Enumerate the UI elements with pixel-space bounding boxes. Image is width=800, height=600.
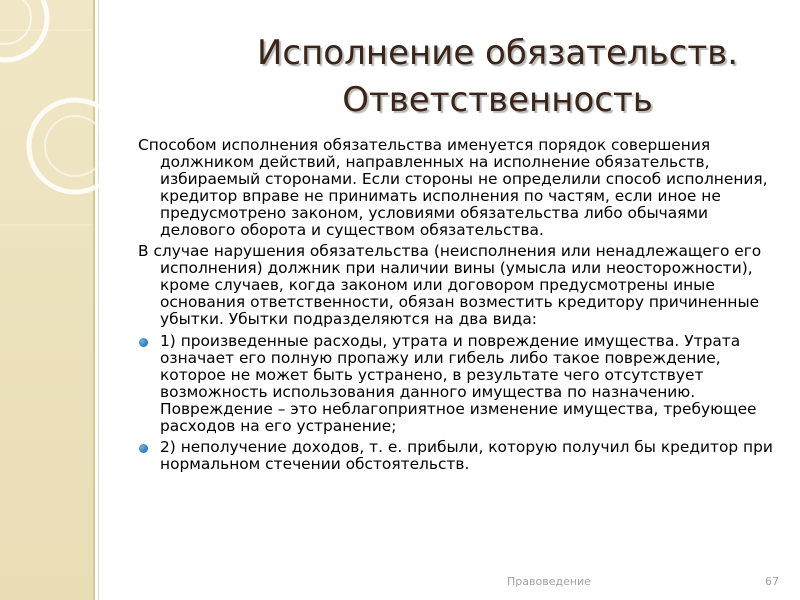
slide-body — [138, 137, 788, 478]
paragraph-execution-method: Способом исполнения обязательства именуется порядок совершения должником действий, направленных на исполнение обязательств, избираемый сторонами. Если стороны не определили способ исполнения, кредитор вправе не принимать исполнения по частям, если иное не предусмотрено законом, условиями обязательства либо обычаями делового оборота и существом обязательства. — [138, 136, 768, 239]
slide-number: 67 — [765, 575, 779, 588]
bullet-icon — [139, 444, 148, 453]
bullet-text-expenses: 1) произведенные расходы, утрата и повреждение имущества. Утрата означает его полную пропажу или гибель либо такое повреждение, которое не может быть устранено, в результате чего отсутствует возможность использования данного имущества по назначению. Повреждение – это неблагоприятное изменение имущества, требующее расходов на его устранение; — [160, 331, 757, 435]
bullet-icon — [139, 338, 148, 347]
footer-subject: Правоведение — [507, 575, 591, 588]
decorative-circles-graphic — [0, 0, 110, 600]
list-item — [138, 333, 788, 434]
list-item — [138, 439, 788, 473]
bullet-text-lost-income: 2) неполучение доходов, т. е. прибыли, которую получил бы кредитор при нормальном стечении обстоятельств. — [160, 438, 773, 474]
slide-title: Исполнение обязательств. Ответственность — [256, 33, 739, 120]
paragraph-liability: В случае нарушения обязательства (неисполнения или ненадлежащего его исполнения) должник при наличии вины (умысла или неосторожности), кроме случаев, когда законом или договором предусмотрены иные основания ответственности, обязан возместить кредитору причиненные убытки. Убытки подразделяются на два вида: — [138, 242, 762, 329]
